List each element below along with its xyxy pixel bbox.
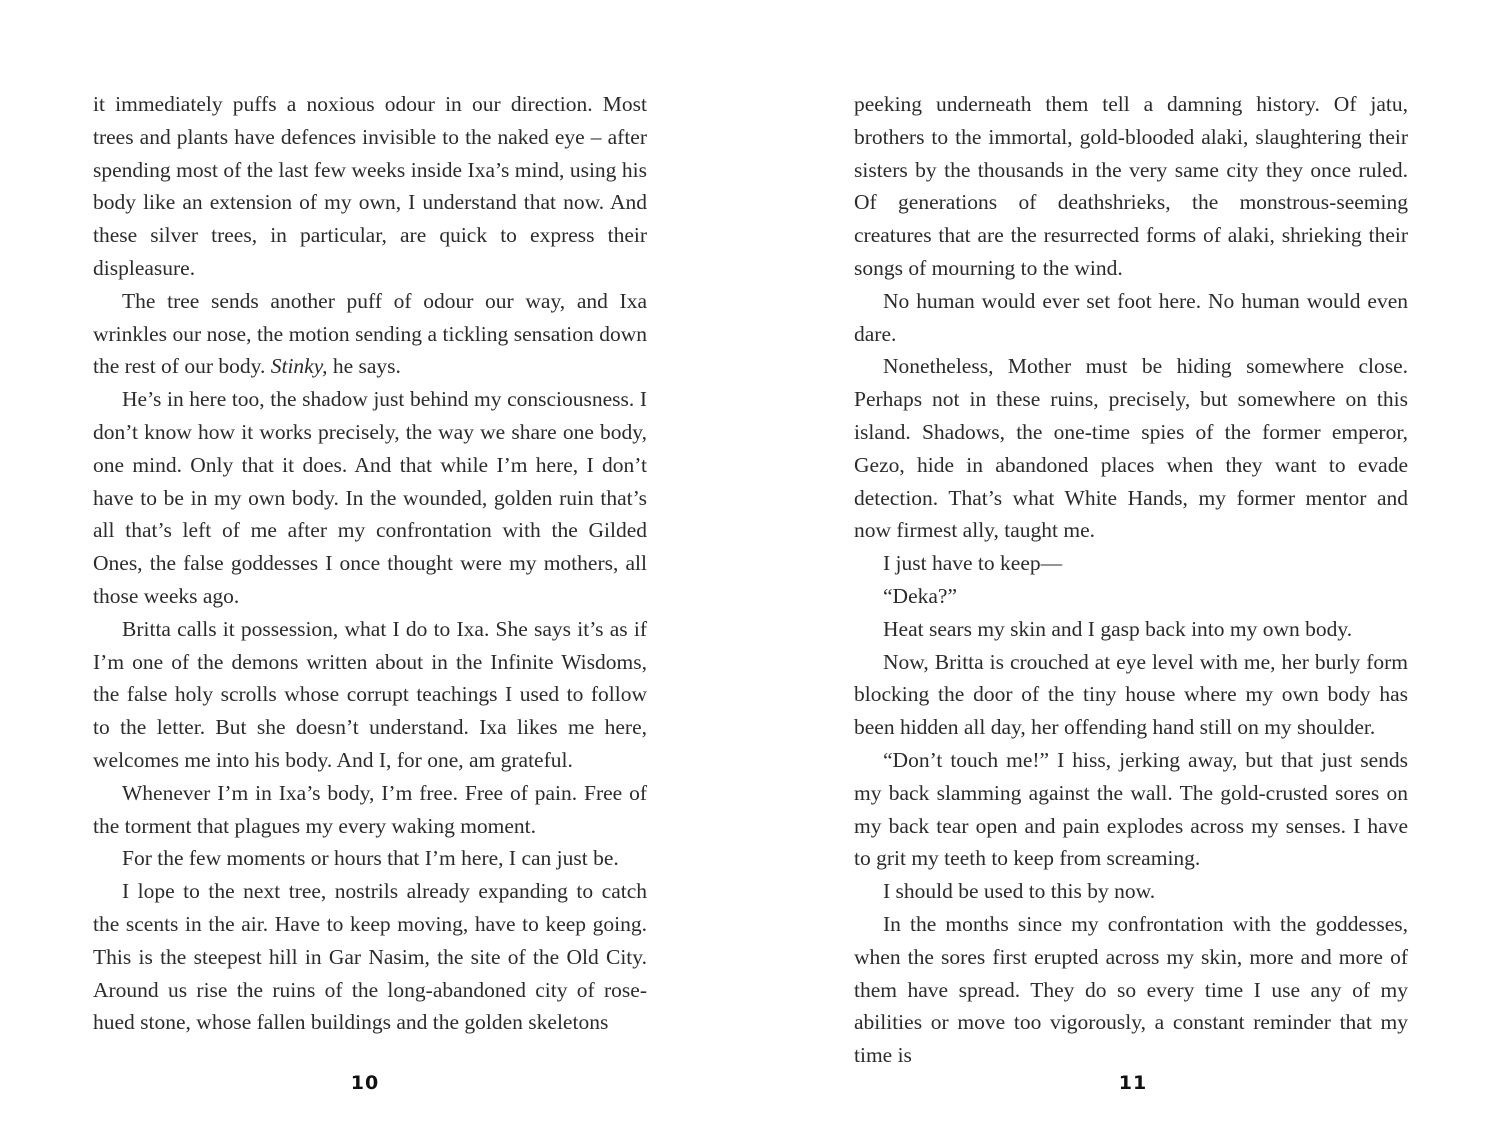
paragraph-text: “Don’t touch me!” I hiss, jerking away, but that just sends my back slamming against the wall. The gold-crusted sores on my back tear open and pain explodes across my senses. I have to grit my teeth to keep from screaming. xyxy=(854,747,1408,871)
paragraph xyxy=(854,580,1408,613)
paragraph xyxy=(854,875,1408,908)
paragraph-text: Heat sears my skin and I gasp back into my own body. xyxy=(883,616,1353,641)
paragraph-text: The tree sends another puff of odour our way, and Ixa wrinkles our nose, the motion sending a tickling sensation down the rest of our body. xyxy=(93,288,647,379)
paragraph xyxy=(854,613,1408,646)
paragraph xyxy=(854,350,1408,547)
paragraph-text: I just have to keep— xyxy=(883,551,1063,576)
paragraph xyxy=(854,285,1408,351)
paragraph xyxy=(93,613,647,777)
left-page-number: 10 xyxy=(350,1072,380,1094)
paragraph-text: “Deka?” xyxy=(883,583,957,608)
paragraph-text: Britta calls it possession, what I do to Ixa. She says it’s as if I’m one of the demons written about in the Infinite Wisdoms, the false holy scrolls whose corrupt teachings I used to follow to the letter. But she doesn’t understand. Ixa likes me here, welcomes me into his body. And I, for one, am grateful. xyxy=(93,616,647,772)
paragraph-text: Whenever I’m in Ixa’s body, I’m free. Free of pain. Free of the torment that plagues my every waking moment. xyxy=(93,780,647,838)
paragraph xyxy=(93,777,647,843)
paragraph xyxy=(854,908,1408,1072)
right-page-number: 11 xyxy=(1118,1072,1148,1094)
paragraph-text: He’s in here too, the shadow just behind my consciousness. I don’t know how it works precisely, the way we share one body, one mind. Only that it does. And that while I’m here, I don’t have to be in my own body. In the wounded, golden ruin that’s all that’s left of me after my confrontation with the Gilded Ones, the false goddesses I once thought were my mothers, all those weeks ago. xyxy=(93,387,647,608)
paragraph xyxy=(854,547,1408,580)
paragraph-text: Nonetheless, Mother must be hiding somewhere close. Perhaps not in these ruins, precisely, but somewhere on this island. Shadows, the one-time spies of the former emperor, Gezo, hide in abandoned places when they want to evade detection. That’s what White Hands, my former mentor and now firmest ally, taught me. xyxy=(854,354,1408,543)
paragraph-text: No human would ever set foot here. No human would even dare. xyxy=(854,288,1408,346)
paragraph xyxy=(854,646,1408,744)
paragraph xyxy=(93,842,647,875)
paragraph xyxy=(854,744,1408,875)
paragraph-text: Now, Britta is crouched at eye level with me, her burly form blocking the door of the tiny house where my own body has been hidden all day, her offending hand still on my shoulder. xyxy=(854,649,1408,740)
paragraph xyxy=(93,88,647,285)
paragraph-text: I should be used to this by now. xyxy=(883,879,1156,904)
paragraph-text: For the few moments or hours that I’m here, I can just be. xyxy=(122,846,619,871)
paragraph xyxy=(93,285,647,383)
paragraph-text: I lope to the next tree, nostrils already expanding to catch the scents in the air. Have to keep moving, have to keep going. This is the steepest hill in Gar Nasim, the site of the Old City. Around us rise the ruins of the long-abandoned city of rose-hued stone, whose fallen buildings and the golden skeletons xyxy=(93,879,647,1035)
right-page-text xyxy=(854,88,1408,1068)
left-page-text xyxy=(93,88,647,1048)
paragraph-text: peeking underneath them tell a damning history. Of jatu, brothers to the immortal, gold-blooded alaki, slaughtering their sisters by the thousands in the very same city they once ruled. Of generations of deathshrieks, the monstrous-seeming creatures that are the resurrected forms of alaki, shrieking their songs of mourning to the wind. xyxy=(854,92,1408,280)
italic-text: Stinky, xyxy=(270,354,328,379)
paragraph-text: In the months since my confrontation with the goddesses, when the sores first erupted across my skin, more and more of them have spread. They do so every time I use any of my abilities or move too vigorously, a constant reminder that my time is xyxy=(854,911,1408,1068)
paragraph-text: it immediately puffs a noxious odour in our direction. Most trees and plants have defences invisible to the naked eye – after spending most of the last few weeks inside Ixa’s mind, using his body like an extension of my own, I understand that now. And these silver trees, in particular, are quick to express their displeasure. xyxy=(93,92,647,280)
paragraph xyxy=(854,88,1408,285)
paragraph xyxy=(93,875,647,1039)
paragraph xyxy=(93,383,647,613)
paragraph-text: he says. xyxy=(327,354,401,379)
